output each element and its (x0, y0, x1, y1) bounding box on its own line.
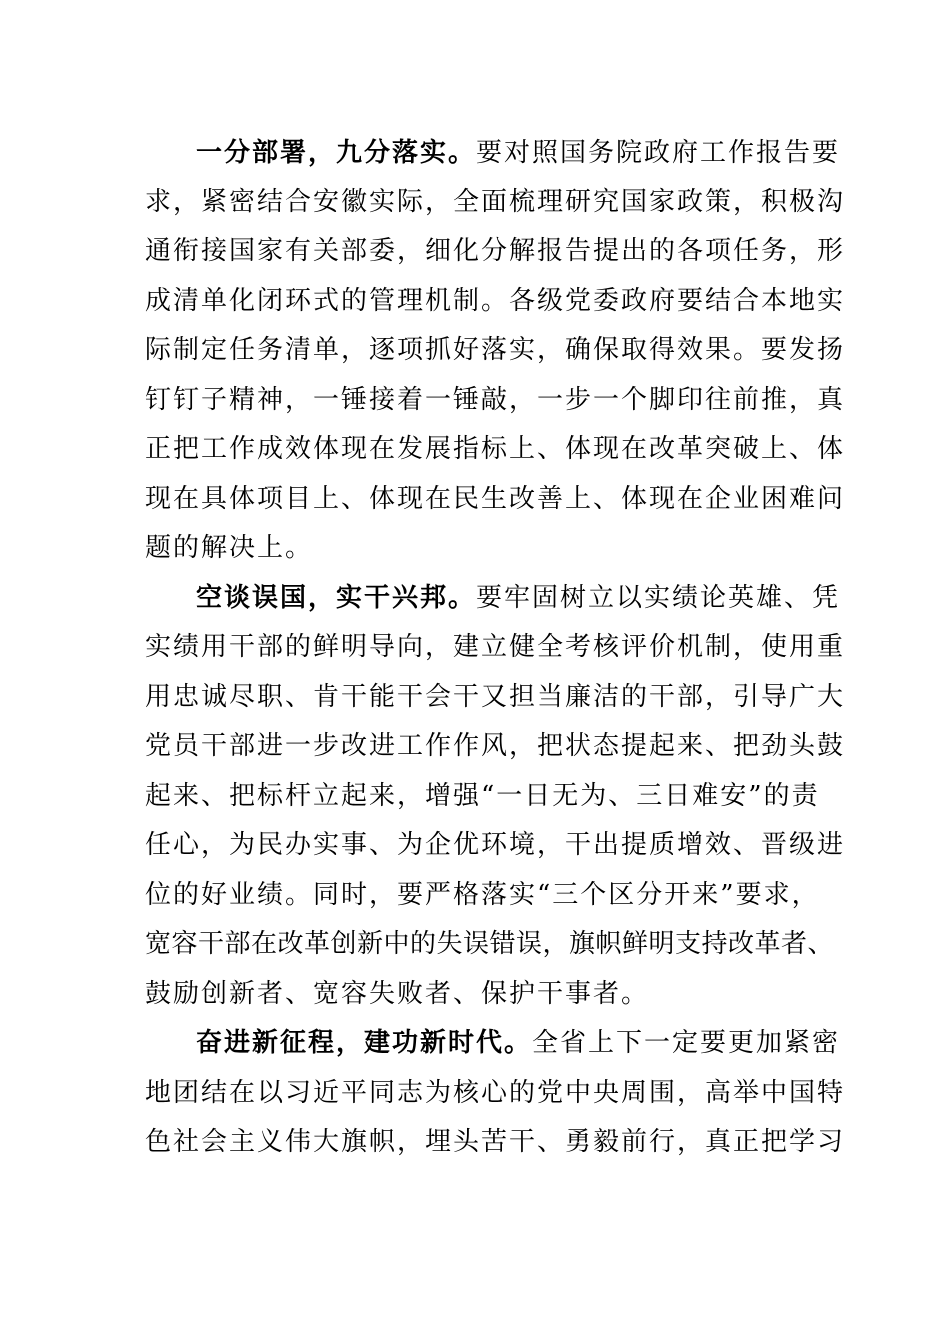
paragraph-2-line-3: 用忠诚尽职、肯干能干会干又担当廉洁的干部，引导广大 (145, 682, 846, 712)
paragraph-1-line-4: 成清单化闭环式的管理机制。各级党委政府要结合本地实 (145, 286, 846, 316)
paragraph-2-line-2: 实绩用干部的鲜明导向，建立健全考核评价机制，使用重 (145, 632, 846, 662)
paragraph-1-line-5: 际制定任务清单，逐项抓好落实，确保取得效果。要发扬 (145, 335, 846, 365)
paragraph-1-line-9: 题的解决上。 (145, 533, 314, 563)
paragraph-2-line-5: 起来、把标杆立起来，增强“一日无为、三日难安”的责 (145, 781, 820, 811)
paragraph-3-line-2: 地团结在以习近平同志为核心的党中央周围，高举中国特 (145, 1078, 846, 1108)
paragraph-2-line-4: 党员干部进一步改进工作作风，把状态提起来、把劲头鼓 (145, 731, 846, 761)
paragraph-1-line-6: 钉钉子精神，一锤接着一锤敲，一步一个脚印往前推，真 (145, 385, 846, 415)
paragraph-1-lead: 一分部署，九分落实。 (196, 138, 477, 168)
paragraph-2-line-7: 位的好业绩。同时，要严格落实“三个区分开来”要求， (145, 880, 820, 910)
paragraph-1-line-7: 正把工作成效体现在发展指标上、体现在改革突破上、体 (145, 434, 846, 464)
paragraph-1-line-3: 通衔接国家有关部委，细化分解报告提出的各项任务，形 (145, 236, 846, 266)
paragraph-2-line-8: 宽容干部在改革创新中的失误错误，旗帜鲜明支持改革者、 (145, 929, 835, 959)
paragraph-2-text: 要牢固树立以实绩论英雄、凭 (476, 583, 841, 613)
paragraph-3-lead: 奋进新征程，建功新时代。 (196, 1028, 533, 1058)
paragraph-1-line-2: 求，紧密结合安徽实际，全面梳理研究国家政策，积极沟 (145, 187, 846, 217)
paragraph-2-line-6: 任心，为民办实事、为企优环境，干出提质增效、晋级进 (145, 830, 846, 860)
paragraph-2-line-1 (196, 583, 840, 613)
paragraph-2-line-9: 鼓励创新者、宽容失败者、保护干事者。 (145, 979, 650, 1009)
paragraph-2-lead: 空谈误国，实干兴邦。 (196, 583, 477, 613)
paragraph-3-line-3: 色社会主义伟大旗帜，埋头苦干、勇毅前行，真正把学习 (145, 1127, 846, 1157)
paragraph-1-line-1 (196, 138, 840, 168)
paragraph-3-text: 全省上下一定要更加紧密 (532, 1028, 841, 1058)
paragraph-1-line-8: 现在具体项目上、体现在民生改善上、体现在企业困难问 (145, 484, 846, 514)
paragraph-3-line-1 (196, 1028, 840, 1058)
paragraph-1-text: 要对照国务院政府工作报告要 (476, 138, 841, 168)
